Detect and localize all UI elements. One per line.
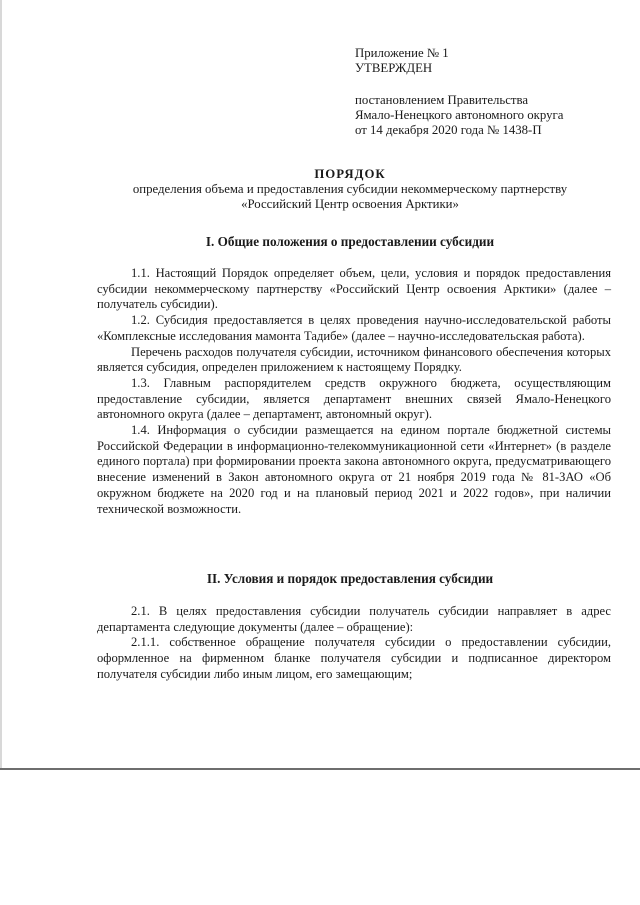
scan-bottom-edge (0, 768, 640, 770)
scan-edge (0, 0, 2, 770)
section-1-heading: I. Общие положения о предоставлении субсидии (205, 234, 495, 249)
paragraph-1-2: 1.2. Субсидия предоставляется в целях проведения научно-исследовательской работы «Комплексные исследования мамонта Тадибе» (далее – научно-исследовательская работа). (97, 313, 611, 343)
section-2-heading: II. Условия и порядок предоставления субсидии (206, 571, 494, 586)
section-2-body (97, 604, 611, 683)
title-main: ПОРЯДОК (314, 167, 386, 181)
approval-stamp (355, 46, 615, 138)
paragraph-1-3: 1.3. Главным распорядителем средств окружного бюджета, осуществляющим предоставление субсидии, является департамент внешних связей Ямало-Ненецкого автономного округа (далее – департамент, автономный округ). (97, 375, 611, 422)
blank-area (0, 770, 640, 905)
title-sub-2: «Российский Центр освоения Арктики» (241, 197, 459, 211)
paragraph-2-1-1: 2.1.1. собственное обращение получателя субсидии о предоставлении субсидии, оформленное на фирменном бланке получателя субсидии и подписанное директором получателя субсидии либо иным лицом, его замещающим; (97, 635, 611, 681)
appendix-label: Приложение № 1 (355, 46, 449, 60)
approved-label: УТВЕРЖДЕН (355, 61, 433, 75)
section-1-body (97, 266, 611, 517)
paragraph-1-4: 1.4. Информация о субсидии размещается на едином портале бюджетной системы Российской Федерации в информационно-телекоммуникационной сети «Интернет» (в разделе единого портала) при формировании проекта закона автономного округа, предусматривающего внесение изменений в Закон автономного округа от 21 ноября 2019 года № 81-ЗАО «Об окружном бюджете на 2020 год и на плановый период 2021 и 2022 годов», при наличии технической возможности. (97, 423, 611, 516)
resolution-line: постановлением Правительства (355, 93, 529, 107)
paragraph-2-1: 2.1. В целях предоставления субсидии получатель субсидии направляет в адрес департамента следующие документы (далее – обращение): (97, 604, 611, 634)
paragraph-1-1: 1.1. Настоящий Порядок определяет объем, цели, условия и порядок предоставления субсидии некоммерческому партнерству «Российский Центр освоения Арктики» (далее – получатель субсидии). (97, 266, 611, 312)
document-title (60, 167, 640, 212)
title-sub-1: определения объема и предоставления субсидии некоммерческому партнерству (132, 182, 568, 196)
region-line: Ямало-Ненецкого автономного округа (355, 108, 564, 122)
paragraph-expenses: Перечень расходов получателя субсидии, источником финансового обеспечения которых является субсидия, определен приложением к настоящему Порядку. (97, 344, 611, 375)
date-number-line: от 14 декабря 2020 года № 1438-П (355, 123, 542, 137)
